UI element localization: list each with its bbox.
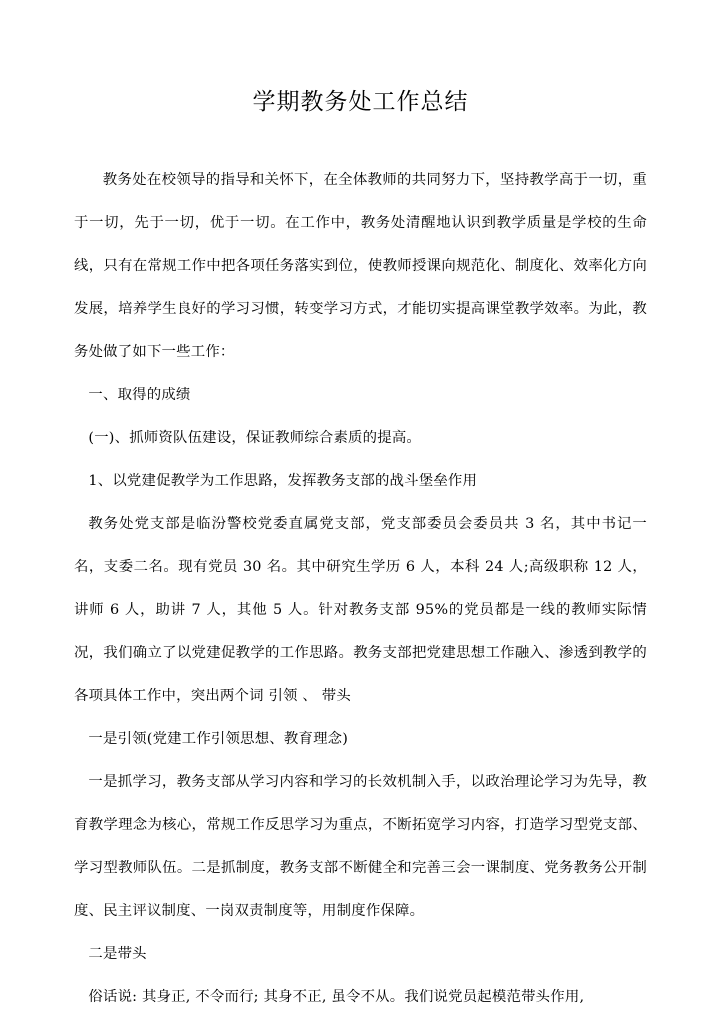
- paragraph-3: (一)、抓师资队伍建设，保证教师综合素质的提高。: [88, 430, 422, 447]
- title-spacer: [74, 118, 647, 159]
- paragraph-7: 一是抓学习，教务支部从学习内容和学习的长效机制入手，以政治理论学习为先导，教育教学理念为核心，常规工作反思学习为重点，不断拓宽学习内容，打造学习型党支部、学习型教师队伍。二是抓制度，教务支部不断健全和完善三会一课制度、党务教务公开制度、民主评议制度、一岗双责制度等，用制度作保障。: [74, 774, 647, 920]
- paragraph-9: 俗话说: 其身正, 不令而行; 其身不正, 虽令不从。我们说党员起模范带头作用,: [88, 989, 585, 1006]
- paragraph-2: 一、取得的成绩: [88, 387, 191, 404]
- paragraph-1: 教务处在校领导的指导和关怀下，在全体教师的共同努力下，坚持教学高于一切，重于一切，先于一切，优于一切。在工作中，教务处清醒地认识到教学质量是学校的生命线，只有在常规工作中把各项任务落实到位，使教师授课向规范化、制度化、效率化方向发展，培养学生良好的学习习惯，转变学习方式，才能切实提高课堂教学效率。为此，教务处做了如下一些工作：: [74, 172, 647, 361]
- document-title: 学期教务处工作总结: [252, 89, 469, 115]
- paragraph-5: 教务处党支部是临汾警校党委直属党支部，党支部委员会委员共 3 名，其中书记一名，支委二名。现有党员 30 名。其中研究生学历 6 人，本科 24 人;高级职称 12 人，讲师 6 人，助讲 7 人，其他 5 人。针对教务支部 95%的党员都是一线的教师实际情况，我们确立了以党建促教学的工作思路。教务支部把党建思想工作融入、渗透到教学的各项具体工作中，突出两个词 引领 、 带头: [74, 516, 647, 705]
- paragraph-4: 1、以党建促教学为工作思路，发挥教务支部的战斗堡垒作用: [88, 473, 478, 490]
- paragraph-8: 二是带头: [88, 946, 147, 963]
- paragraph-6: 一是引领(党建工作引领思想、教育理念): [88, 731, 349, 748]
- document-body: [74, 0, 647, 1019]
